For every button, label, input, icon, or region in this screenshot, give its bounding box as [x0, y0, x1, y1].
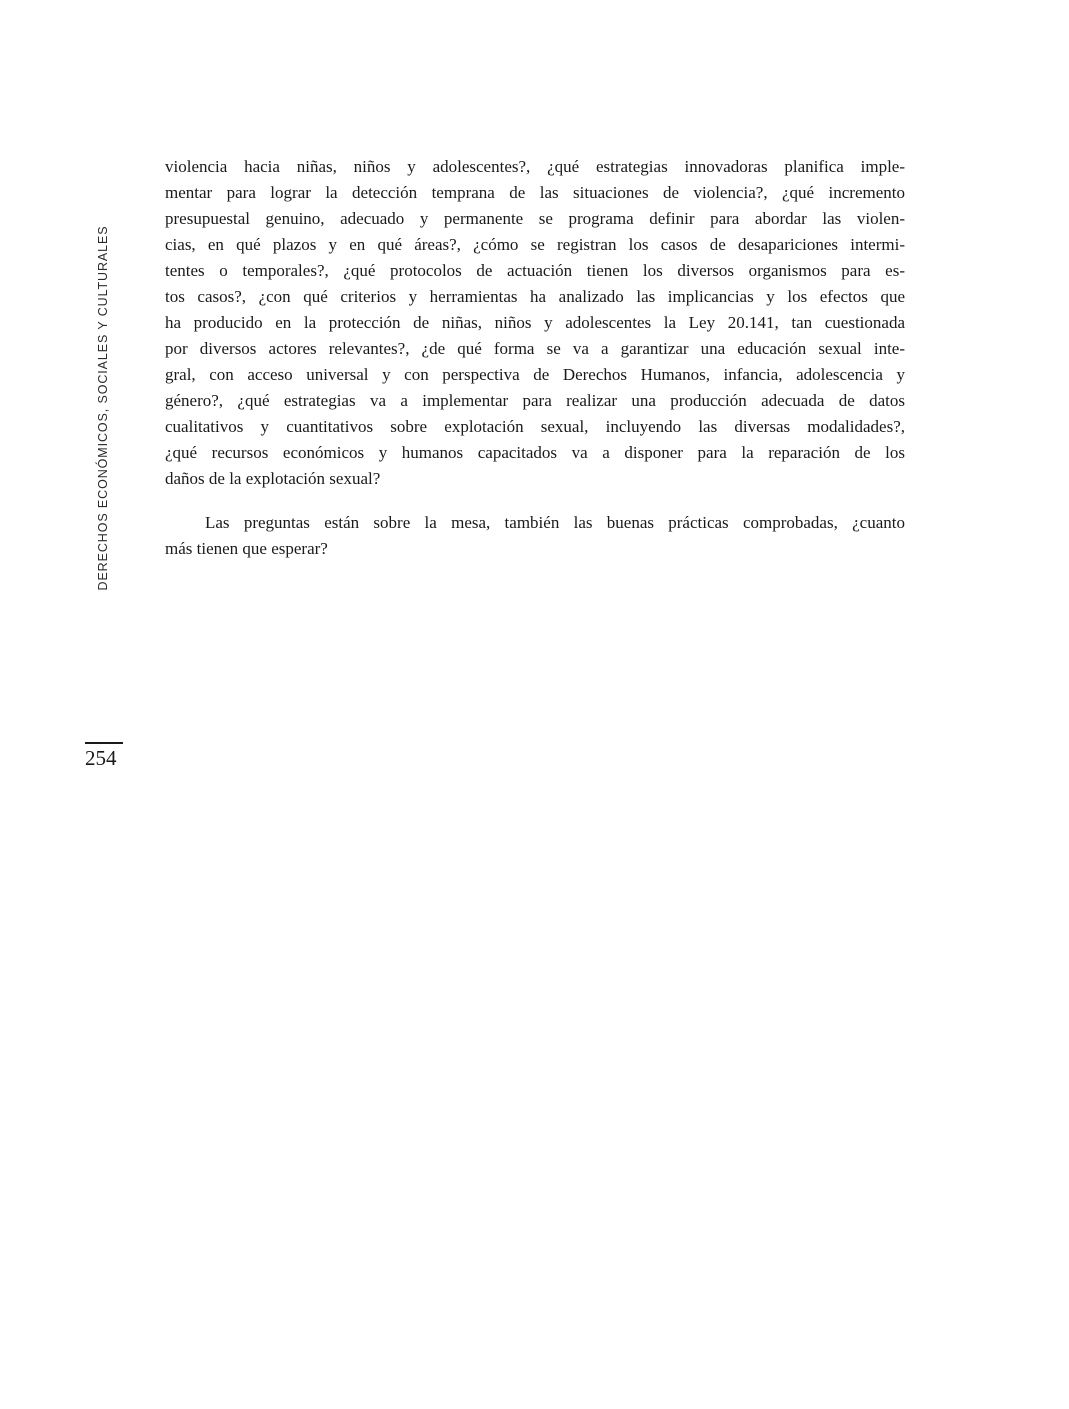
text-line: tos casos?, ¿con qué criterios y herramientas ha analizado las implicancias y los efectos que [165, 287, 905, 306]
paragraph [165, 154, 905, 492]
text-line: ha producido en la protección de niñas, niños y adolescentes la Ley 20.141, tan cuestionada [165, 313, 905, 332]
page-number: 254 [85, 746, 117, 770]
text-line: Las preguntas están sobre la mesa, también las buenas prácticas comprobadas, ¿cuanto [205, 513, 905, 532]
text-line: presupuestal genuino, adecuado y permanente se programa definir para abordar las violen- [165, 209, 905, 228]
section-label-vertical: DERECHOS ECONÓMICOS, SOCIALES Y CULTURALES [96, 225, 110, 591]
text-line: violencia hacia niñas, niños y adolescentes?, ¿qué estrategias innovadoras planifica imple- [165, 157, 905, 176]
text-line: gral, con acceso universal y con perspectiva de Derechos Humanos, infancia, adolescencia y [165, 365, 905, 384]
text-line: mentar para lograr la detección temprana de las situaciones de violencia?, ¿qué incremento [165, 183, 905, 202]
text-line: cualitativos y cuantitativos sobre explotación sexual, incluyendo las diversas modalidades?, [165, 417, 905, 436]
text-line: tentes o temporales?, ¿qué protocolos de actuación tienen los diversos organismos para es- [165, 261, 905, 280]
text-line: por diversos actores relevantes?, ¿de qué forma se va a garantizar una educación sexual inte- [165, 339, 905, 358]
text-line: cias, en qué plazos y en qué áreas?, ¿cómo se registran los casos de desapariciones intermi- [165, 235, 905, 254]
folio-rule [85, 742, 123, 744]
paragraph [165, 510, 905, 562]
body-text [165, 154, 905, 562]
text-line: daños de la explotación sexual? [165, 469, 381, 488]
text-line: ¿qué recursos económicos y humanos capacitados va a disponer para la reparación de los [165, 443, 905, 462]
page-number-block [85, 742, 123, 770]
text-line: más tienen que esperar? [165, 539, 328, 558]
text-line: género?, ¿qué estrategias va a implementar para realizar una producción adecuada de datos [165, 391, 905, 410]
